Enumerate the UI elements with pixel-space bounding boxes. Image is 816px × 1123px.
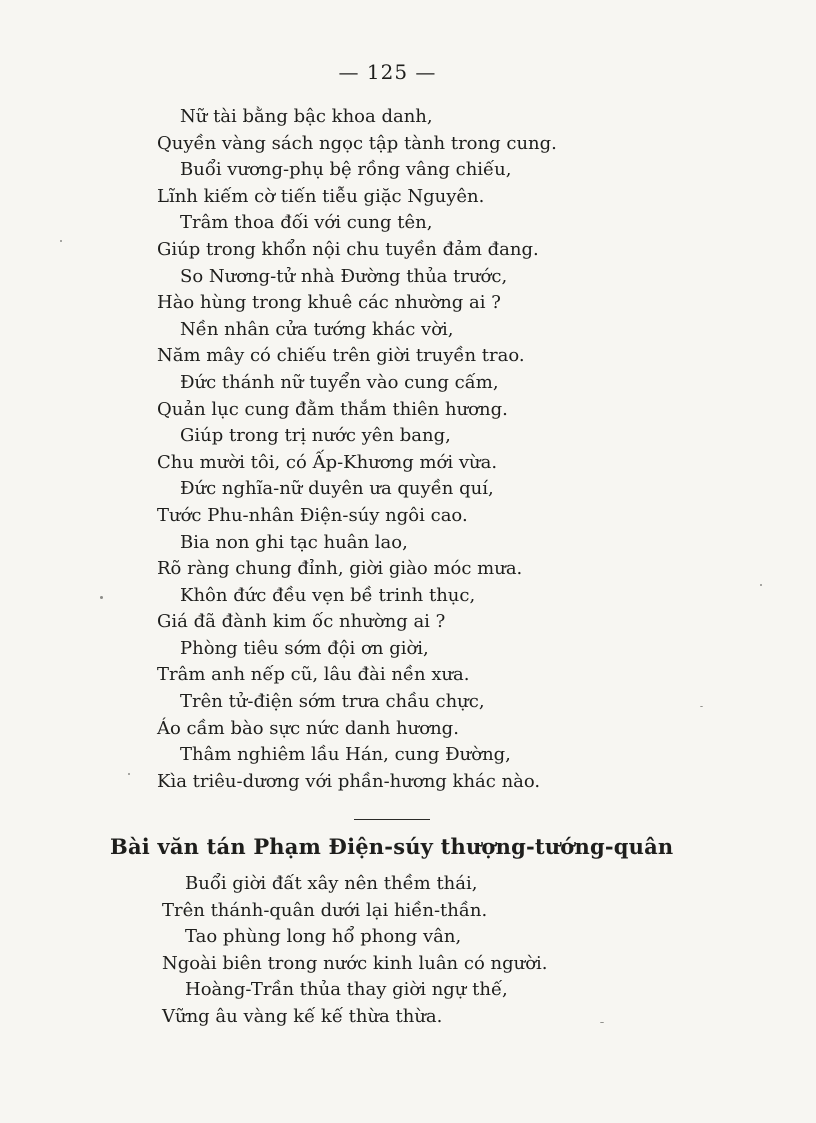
verse-line: Quyền vàng sách ngọc tập tành trong cung. [157, 132, 557, 154]
verse-line: Giúp trong trị nước yên bang, [180, 425, 451, 447]
verse-line: Năm mây có chiếu trên giời truyền trao. [157, 345, 525, 367]
verse-line: Thâm nghiêm lầu Hán, cung Đường, [180, 744, 511, 766]
scan-speck [600, 1022, 604, 1023]
verse-line: Trâm anh nếp cũ, lâu đài nền xưa. [157, 664, 470, 686]
verse-line: Giúp trong khổn nội chu tuyền đảm đang. [157, 238, 539, 260]
poem [0, 104, 816, 795]
verse-line: Hào hùng trong khuê các nhường ai ? [157, 292, 501, 314]
scan-speck [760, 584, 762, 586]
scan-speck [700, 706, 703, 707]
verse-line: Khôn đức đều vẹn bề trinh thục, [180, 584, 476, 606]
scan-speck [60, 240, 62, 242]
verse-line: Ngoài biên trong nước kinh luân có người. [162, 952, 548, 974]
verse-line: Áo cầm bào sực nức danh hương. [157, 717, 459, 739]
verse-line: Hoàng-Trần thủa thay giời ngự thế, [185, 979, 508, 1001]
verse-line: Trên tử-điện sớm trưa chầu chực, [180, 691, 485, 713]
poem-continuation [0, 871, 816, 1031]
verse-line: Buổi vương-phụ bệ rồng vâng chiếu, [180, 159, 512, 181]
verse-line: Quản lục cung đằm thắm thiên hương. [157, 398, 508, 420]
verse-line: So Nương-tử nhà Đường thủa trước, [180, 265, 508, 287]
verse-line: Rõ ràng chung đỉnh, giời giào móc mưa. [157, 558, 523, 580]
verse-line: Kìa triêu-dương với phần-hương khác nào. [157, 770, 541, 792]
verse-line: Nữ tài bằng bậc khoa danh, [180, 106, 433, 127]
verse-line: Đức thánh nữ tuyển vào cung cấm, [180, 371, 499, 393]
section-heading: Bài văn tán Phạm Điện-súy thượng-tướng-quân [110, 834, 674, 859]
page-number: — 125 — [338, 60, 437, 84]
verse-line: Trên thánh-quân dưới lại hiền-thần. [162, 899, 488, 921]
verse-line: Phòng tiêu sớm đội ơn giời, [180, 637, 429, 659]
section-divider [354, 819, 430, 820]
scan-speck [128, 773, 130, 775]
verse-line: Giá đã đành kim ốc nhường ai ? [157, 611, 446, 633]
verse-line: Lĩnh kiếm cờ tiến tiễu giặc Nguyên. [157, 185, 485, 207]
verse-line: Đức nghĩa-nữ duyên ưa quyền quí, [180, 478, 494, 500]
verse-line: Vững âu vàng kế kế thừa thừa. [162, 1005, 443, 1027]
verse-line: Trâm thoa đối với cung tên, [180, 212, 433, 234]
verse-line: Nền nhân cửa tướng khác vời, [180, 318, 454, 340]
verse-line: Buổi giời đất xây nên thềm thái, [185, 873, 478, 894]
verse-line: Chu mười tôi, có Ấp-Khương mới vừa. [157, 451, 498, 473]
verse-line: Bia non ghi tạc huân lao, [180, 531, 408, 553]
verse-line: Tao phùng long hổ phong vân, [185, 926, 462, 948]
scan-speck [100, 596, 103, 599]
verse-line: Tước Phu-nhân Điện-súy ngôi cao. [157, 504, 468, 526]
